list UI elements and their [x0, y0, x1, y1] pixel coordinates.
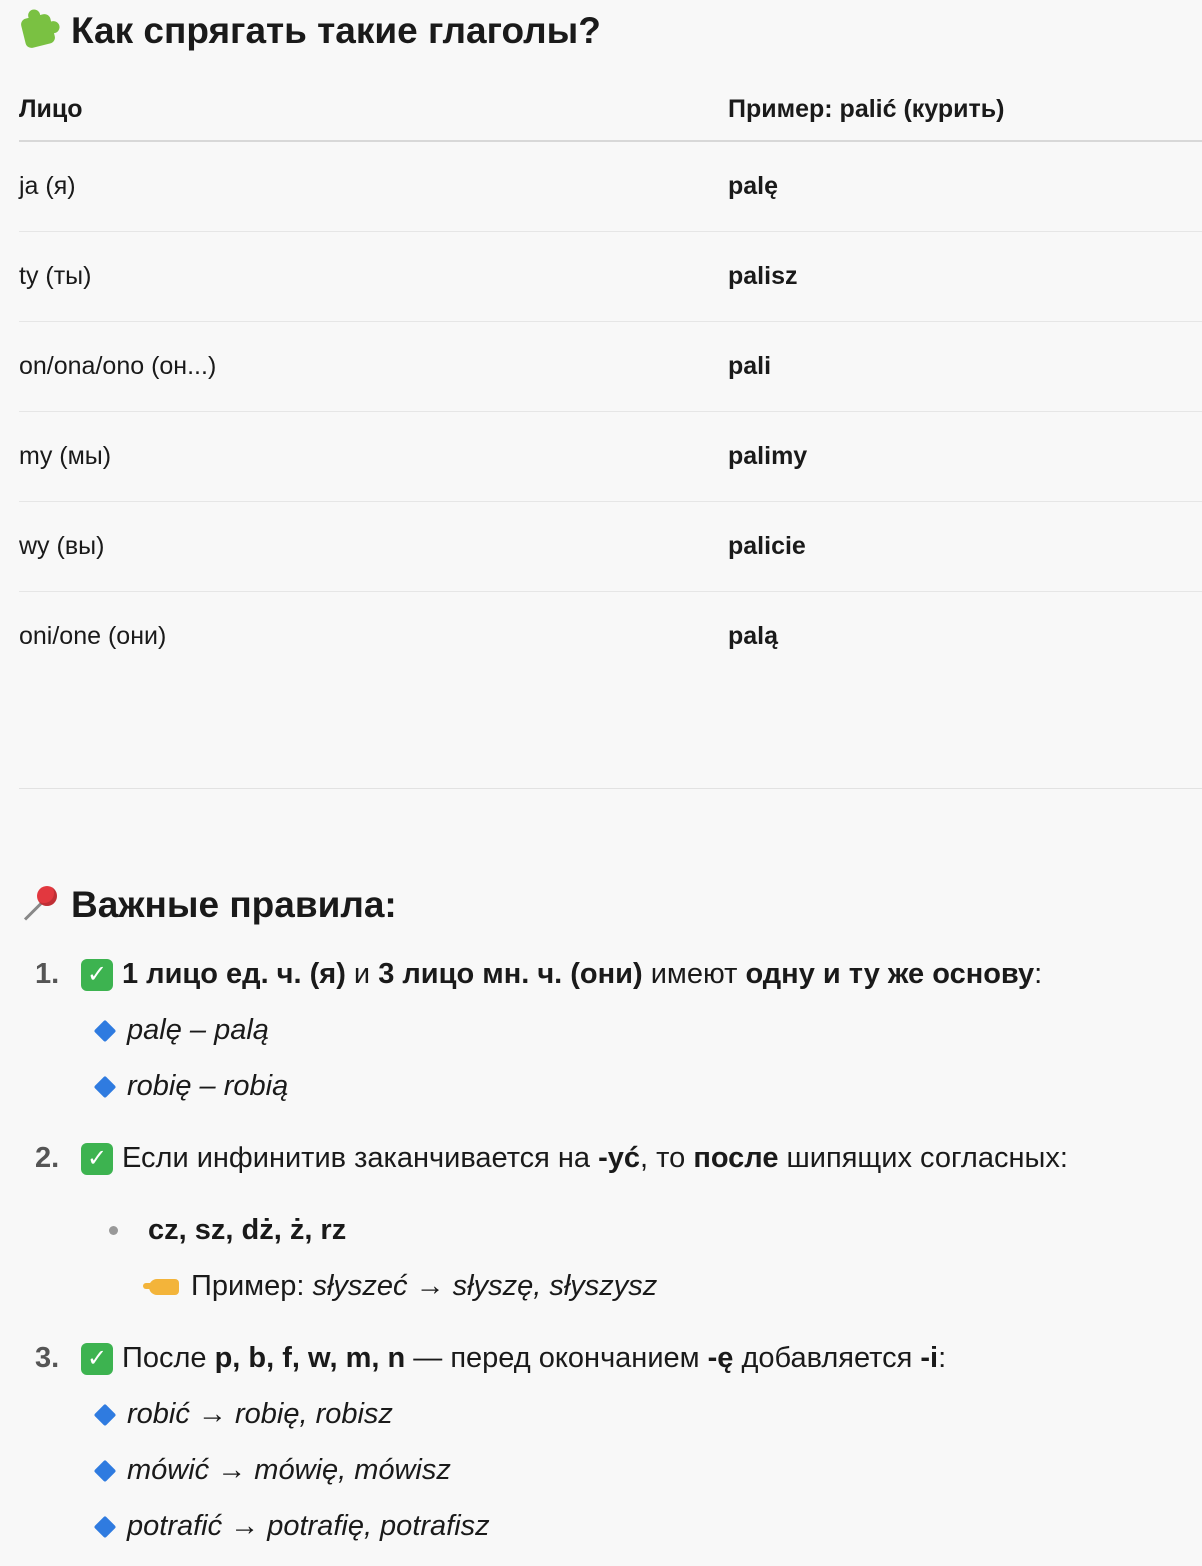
cell-form: palę [728, 172, 779, 200]
check-mark-icon: ✓ [81, 1343, 113, 1375]
rule-text: Если инфинитив заканчивается на [122, 1142, 599, 1174]
rule-text-bold: -ę [707, 1342, 734, 1374]
table-row [19, 142, 1202, 232]
puzzle-piece-icon [19, 10, 61, 50]
rule-text-bold: одну и ту же основу [745, 958, 1035, 990]
table-row [19, 592, 1202, 732]
bullet-icon [109, 1226, 118, 1235]
section-heading-rules [19, 884, 397, 924]
pushpin-icon [19, 884, 61, 924]
cell-person: oni/one (они) [19, 622, 167, 650]
rule-text: После [122, 1342, 215, 1374]
conjugation-table [19, 78, 1202, 732]
cell-form: palimy [728, 442, 808, 470]
rule-text: — перед окончанием [405, 1342, 708, 1374]
table-row [19, 502, 1202, 592]
blue-diamond-icon [94, 1459, 117, 1482]
example-text: robię – robią [127, 1070, 289, 1102]
rule-text: имеют [642, 958, 746, 990]
rule-text: : [1034, 958, 1043, 990]
rule-text: : [938, 1342, 947, 1374]
cell-form: palą [728, 622, 779, 650]
rule-text-bold: 1 лицо ед. ч. (я) [122, 958, 346, 990]
rule-text: и [345, 958, 379, 990]
example-label: Пример: [191, 1270, 313, 1302]
pointing-hand-icon [149, 1279, 179, 1295]
cell-person: on/ona/ono (он...) [19, 352, 217, 380]
rule-item-2 [35, 1142, 1068, 1175]
example-item [89, 1398, 393, 1431]
example-item [89, 1070, 288, 1103]
table-header [19, 78, 1202, 142]
cell-person: wy (вы) [19, 532, 105, 560]
rule-text-bold: p, b, f, w, m, n [214, 1342, 406, 1374]
table-row [19, 322, 1202, 412]
example-line [149, 1270, 657, 1303]
section-heading-conjugation [19, 10, 601, 50]
example-text: potrafić → potrafię, potrafisz [127, 1510, 490, 1542]
cell-form: palicie [728, 532, 806, 560]
rule-text-bold: после [693, 1142, 779, 1174]
example-item [89, 1510, 490, 1543]
cell-person: ty (ты) [19, 262, 92, 290]
blue-diamond-icon [94, 1075, 117, 1098]
rule-item-3 [35, 1342, 946, 1375]
blue-diamond-icon [94, 1019, 117, 1042]
check-mark-icon: ✓ [81, 959, 113, 991]
example-text: robić → robię, robisz [127, 1398, 393, 1430]
example-text: słyszeć → słyszę, słyszysz [312, 1270, 658, 1302]
example-item [89, 1454, 451, 1487]
column-header-person: Лицо [19, 94, 83, 123]
example-item [89, 1014, 269, 1047]
cell-person: ja (я) [19, 172, 76, 200]
rule-text: добавляется [733, 1342, 921, 1374]
cell-form: pali [728, 352, 772, 380]
rule-number: 2. [35, 1142, 60, 1174]
example-text: palę – palą [127, 1014, 269, 1046]
rule-number: 1. [35, 958, 60, 990]
rule-text-bold: -yć [598, 1142, 641, 1174]
rule-text-bold: -i [920, 1342, 939, 1374]
rule-text: шипящих согласных: [778, 1142, 1068, 1174]
table-row [19, 412, 1202, 502]
horizontal-divider [19, 788, 1202, 789]
blue-diamond-icon [94, 1515, 117, 1538]
blue-diamond-icon [94, 1403, 117, 1426]
example-text: mówić → mówię, mówisz [127, 1454, 451, 1486]
rule-number: 3. [35, 1342, 60, 1374]
rule-text-bold: 3 лицо мн. ч. (они) [378, 958, 643, 990]
rule-item-1 [35, 958, 1042, 991]
rule-text: , то [640, 1142, 694, 1174]
cell-person: my (мы) [19, 442, 112, 470]
cell-form: palisz [728, 262, 798, 290]
consonant-bullet [109, 1214, 346, 1247]
column-header-example: Пример: palić (курить) [728, 94, 1005, 123]
section-title: Важные правила: [71, 883, 397, 925]
check-mark-icon: ✓ [81, 1143, 113, 1175]
consonant-list: cz, sz, dż, ż, rz [148, 1214, 347, 1246]
section-title: Как спрягать такие глаголы? [71, 9, 601, 51]
table-row [19, 232, 1202, 322]
